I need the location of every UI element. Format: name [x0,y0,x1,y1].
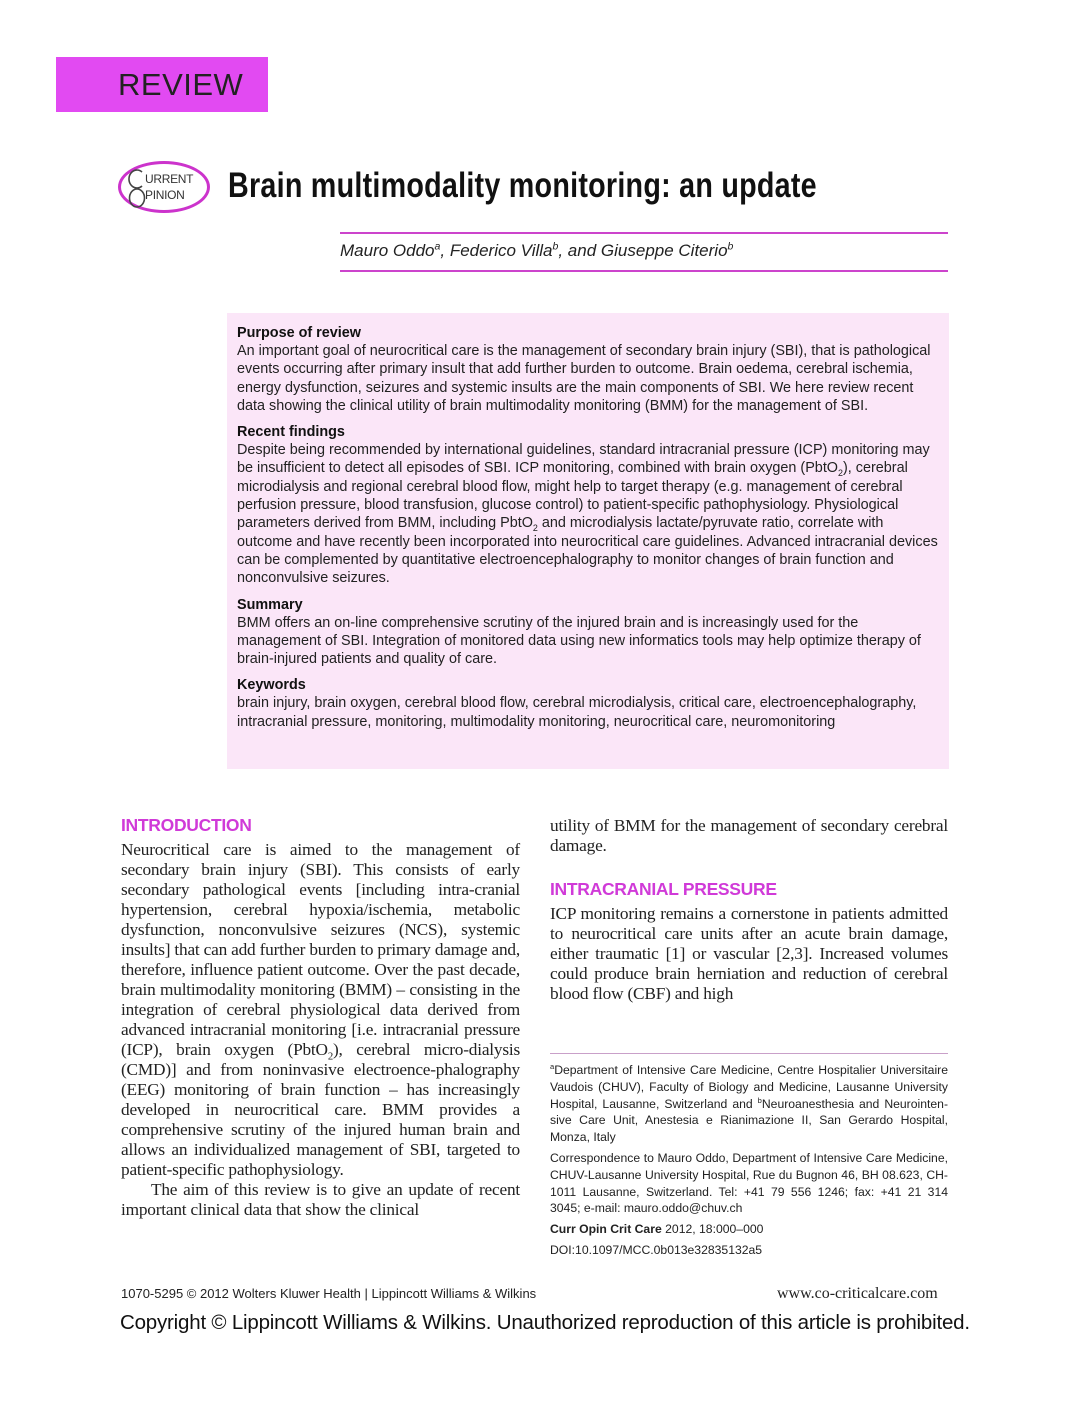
author-separator: , and [558,241,601,260]
journal-name: Curr Opin Crit Care [550,1222,662,1237]
logo-line2: PINION [145,188,185,202]
article-title: Brain multimodality monitoring: an update [228,166,817,205]
aff-mark: b [757,1095,762,1105]
logo-co-letters-icon [125,166,147,210]
intro-paragraph-1 [121,840,520,1180]
journal-website[interactable]: www.co-criticalcare.com [777,1285,938,1302]
abstract-heading-findings: Recent findings [237,424,345,441]
footnote-rule [550,1053,948,1054]
text: Neurocritical care is aimed to the management of secondary brain injury (SBI). This consists of early secondary pathological events [including intra-cranial hypertension, cerebral hypoxia/ischemia, metabolic dysfunction, nonconvulsive seizures (NCS), systemic insults] that can add further burden to primary damage and, therefore, influence patient outcome. Over the past decade, brain multimodality monitoring (BMM) – consisting in the integration of cerebral physiological data derived from advanced intracranial monitoring [i.e. intracranial pressure (ICP), brain oxygen (PbtO [121,840,520,1059]
current-opinion-logo [118,161,210,213]
icp-paragraph-1: ICP monitoring remains a cornerstone in patients admitted to neurocritical care units after an acute brain damage, either traumatic [1] or vascular [2,3]. Increased volumes could produce brain herniation and reduction of cerebral blood flow (CBF) and high [550,904,948,1003]
abstract-purpose: An important goal of neurocritical care is the management of secondary brain injury (SBI), that is pathological events occurring after primary insult that add further burden to outcome. Brain oedema, cerebral ischemia, energy dysfunction, seizures and systemic insults are the main components of SBI. We here review recent data showing the clinical utility of brain multimodality monitoring (BMM) for the management of SBI. [237,343,931,414]
author-name: Mauro Oddo [340,241,435,260]
article-type-badge: REVIEW [56,57,268,112]
author-separator: , [440,241,450,260]
section-heading-introduction: INTRODUCTION [121,815,252,835]
section-heading-icp: INTRACRANIAL PRESSURE [550,879,777,899]
logo-line1: URRENT [145,172,194,186]
intro-paragraph-2: The aim of this review is to give an update of recent important clinical data that show the clinical [121,1180,520,1219]
copyright-notice: Copyright © Lippincott Williams & Wilkins. Unauthorized reproduction of this article is prohibited. [120,1311,970,1334]
subscript: 2 [532,523,538,534]
text: Neuroanesthesia and Neurointen-sive Care Unit, Anestesia e Rianimazione II, San Gerardo Hospital, Monza, Italy [550,1096,949,1145]
citation [550,1221,948,1238]
correspondence: Correspondence to Mauro Oddo, Department of Intensive Care Medicine, CHUV-Lausanne University Hospital, Rue du Bugnon 46, BH 08.623, CH-1011 Lausanne, Switzerland. Tel: +41 79 556 1246; fax: +41 21 314 3045; e-mail: mauro.oddo@chuv.ch [550,1150,948,1216]
text: 2012, 18:000–000 [661,1222,764,1237]
doi: DOI:10.1097/MCC.0b013e32835132a5 [550,1242,763,1257]
author-affiliation: b [727,240,734,253]
title-rule-bottom [340,270,948,272]
text: ), cerebral micro-dialysis (CMD)] and from noninvasive electroence-phalography (EEG) monitoring of brain function – has increasingly developed in neurocritical care. BMM provides a comprehensive scrutiny of the injured human brain and allows an individualized management of SBI, targeted to patient-specific pathophysiology. [121,1040,520,1179]
text: ), cerebral microdialysis and regional cerebral blood flow, might help to target therapy (e.g. management of cerebral perfusion pressure, blood transfusion, glucose control) to patient-specific pathophysiology. Physiological parameters derived from BMM, including PbtO [237,460,908,532]
right-column [550,816,948,1004]
abstract-heading-summary: Summary [237,596,303,613]
abstract-box [227,313,949,769]
abstract-keywords: brain injury, brain oxygen, cerebral blood flow, cerebral microdialysis, critical care, electroencephalography, intracranial pressure, monitoring, multimodality monitoring, neurocritical care, neuromonitoring [237,695,917,730]
text: Department of Intensive Care Medicine, Centre Hospitalier Universitaire Vaudois (CHUV), Faculty of Biology and Medicine, Lausanne University Hospital, Lausanne, Switzerland and [550,1063,948,1111]
abstract-findings [237,441,939,587]
abstract-summary: BMM offers an on-line comprehensive scrutiny of the injured brain and is increasingly used for the management of SBI. Integration of monitored data using new informatics tools may help optimize therapy of brain-injured patients and quality of care. [237,614,921,668]
author-affiliation: b [552,240,559,253]
affiliations [550,1062,948,1146]
footnotes [550,1062,948,1263]
text: and microdialysis lactate/pyruvate ratio, correlate with outcome and have recently been incorporated into neurocritical care guidelines. Advanced intracranial devices can be complemented by quantitative electroencephalography to monitor changes of brain function and nonconvulsive seizures. [237,515,938,587]
abstract-heading-purpose: Purpose of review [237,325,361,341]
author-name: Federico Villa [449,241,553,260]
left-column [121,815,520,1220]
subscript: 2 [838,468,843,479]
title-rule-top [340,232,948,234]
author-list [340,241,733,261]
author-name: Giuseppe Citerio [600,241,728,260]
subscript: 2 [327,1050,333,1063]
intro-paragraph-2-continued: utility of BMM for the management of secondary cerebral damage. [550,816,948,855]
issn-line: 1070-5295 © 2012 Wolters Kluwer Health | Lippincott Williams & Wilkins [121,1286,537,1301]
aff-mark: a [550,1061,555,1071]
author-affiliation: a [434,240,441,253]
text: Despite being recommended by international guidelines, standard intracranial pressure (ICP) monitoring may be insufficient to detect all episodes of SBI. ICP monitoring, combined with brain oxygen (PbtO [237,442,930,477]
abstract-heading-keywords: Keywords [237,677,306,694]
